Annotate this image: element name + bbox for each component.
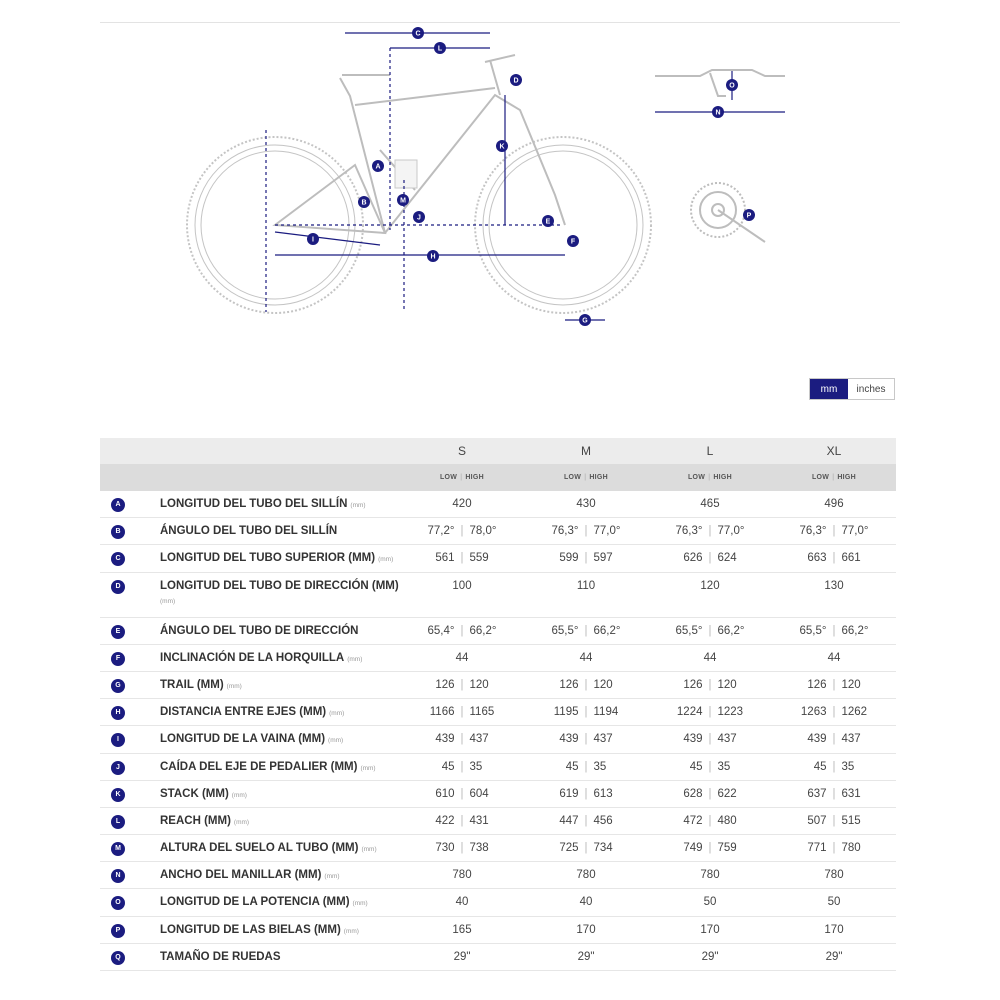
svg-text:M: M (400, 197, 406, 205)
diagram-label-k (496, 140, 508, 152)
value-cell: 110 (576, 579, 596, 592)
row-letter-badge: F (111, 652, 125, 666)
value-cell: 439 | 437 (559, 733, 613, 746)
value-cell: 65,4° | 66,2° (427, 624, 497, 637)
value-cell: 77,2° | 78,0° (427, 525, 497, 538)
value-cell: 170 (576, 923, 596, 936)
table-row (100, 917, 896, 944)
unit-toggle[interactable] (809, 378, 895, 400)
svg-text:E: E (545, 218, 551, 226)
row-label: TAMAÑO DE RUEDAS (160, 950, 281, 963)
table-row (100, 699, 896, 726)
value-cell: 1224 | 1223 (676, 706, 744, 719)
table-row (100, 808, 896, 835)
svg-text:N: N (715, 109, 721, 117)
value-cell: 628 | 622 (683, 787, 737, 800)
svg-text:O: O (729, 82, 735, 90)
row-unit: (mm) (347, 655, 363, 663)
value-cell: 599 | 597 (559, 552, 613, 565)
value-cell: 40 (579, 896, 593, 909)
table-row (100, 754, 896, 781)
value-cell: 626 | 624 (683, 552, 737, 565)
diagram-label-i (307, 233, 319, 245)
svg-text:G: G (582, 317, 588, 325)
row-letter-badge: P (111, 924, 125, 938)
row-letter-badge: O (111, 896, 125, 910)
value-cell: 730 | 738 (435, 842, 489, 855)
value-cell: 130 (824, 579, 844, 592)
row-unit: (mm) (329, 710, 345, 718)
row-unit: (mm) (360, 764, 376, 772)
value-cell: 50 (827, 896, 841, 909)
unit-mm-button[interactable]: mm (810, 379, 848, 399)
row-letter-badge: J (111, 761, 125, 775)
row-letter-badge: K (111, 788, 125, 802)
value-cell: 170 (700, 923, 720, 936)
row-label: STACK (MM) (mm) (160, 787, 247, 800)
value-cell: 1263 | 1262 (800, 706, 868, 719)
row-label: REACH (MM) (mm) (160, 814, 250, 827)
geometry-rows (100, 491, 896, 971)
svg-text:P: P (746, 212, 752, 220)
row-label: LONGITUD DE LA POTENCIA (MM) (mm) (160, 896, 368, 909)
size-column-xl: XL (826, 444, 842, 458)
row-unit: (mm) (361, 846, 377, 854)
value-cell: 29" (825, 950, 843, 963)
value-cell: 1195 | 1194 (553, 706, 619, 719)
value-cell: 439 | 437 (683, 733, 737, 746)
row-unit: (mm) (226, 682, 242, 690)
row-unit: (mm) (328, 737, 344, 745)
value-cell: 126 | 120 (559, 678, 613, 691)
row-unit: (mm) (343, 927, 359, 935)
table-row (100, 618, 896, 645)
row-letter-badge: C (111, 552, 125, 566)
table-row (100, 545, 896, 572)
value-cell: 749 | 759 (683, 842, 737, 855)
value-cell: 439 | 437 (807, 733, 861, 746)
svg-text:I: I (312, 236, 314, 244)
value-cell: 44 (579, 651, 593, 664)
row-letter-badge: G (111, 679, 125, 693)
value-cell: 447 | 456 (559, 814, 613, 827)
svg-text:J: J (417, 214, 421, 222)
diagram-label-f (567, 235, 579, 247)
value-cell: 120 (700, 579, 720, 592)
row-label: LONGITUD DEL TUBO DE DIRECCIÓN (MM) (mm) (160, 579, 399, 605)
svg-text:B: B (361, 199, 367, 207)
value-cell: 1166 | 1165 (429, 706, 495, 719)
value-cell: 44 (455, 651, 469, 664)
value-cell: 50 (703, 896, 717, 909)
value-cell: 65,5° | 66,2° (675, 624, 745, 637)
table-row (100, 518, 896, 545)
table-row (100, 781, 896, 808)
value-cell: 637 | 631 (807, 787, 861, 800)
value-cell: 725 | 734 (559, 842, 613, 855)
value-cell: 29" (701, 950, 719, 963)
row-label: DISTANCIA ENTRE EJES (MM) (mm) (160, 706, 345, 719)
value-cell: 472 | 480 (683, 814, 737, 827)
table-row (100, 573, 896, 618)
row-label: TRAIL (MM) (mm) (160, 678, 242, 691)
row-letter-badge: M (111, 842, 125, 856)
row-label: ALTURA DEL SUELO AL TUBO (MM) (mm) (160, 842, 377, 855)
svg-text:H: H (430, 253, 436, 261)
row-label: ÁNGULO DEL TUBO DEL SILLÍN (160, 525, 338, 538)
row-unit: (mm) (352, 900, 368, 908)
row-unit: (mm) (231, 791, 247, 799)
row-label: INCLINACIÓN DE LA HORQUILLA (mm) (160, 651, 363, 664)
size-column-m: M (581, 444, 591, 458)
value-cell: 439 | 437 (435, 733, 489, 746)
svg-text:L: L (437, 45, 443, 53)
row-letter-badge: D (111, 580, 125, 594)
value-cell: 420 (452, 498, 472, 510)
value-cell: 29" (577, 950, 595, 963)
diagram-labels (307, 27, 755, 326)
table-row (100, 491, 896, 518)
table-row (100, 862, 896, 889)
row-unit: (mm) (378, 556, 394, 564)
row-label: LONGITUD DEL TUBO DEL SILLÍN (mm) (160, 498, 366, 510)
table-row (100, 944, 896, 971)
row-letter-badge: H (111, 706, 125, 720)
row-label: LONGITUD DE LA VAINA (MM) (mm) (160, 733, 344, 746)
row-letter-badge: E (111, 625, 125, 639)
diagram-label-h (427, 250, 439, 262)
svg-text:K: K (499, 143, 505, 151)
value-cell: 126 | 120 (435, 678, 489, 691)
value-cell: 65,5° | 66,2° (799, 624, 869, 637)
measurement-lines (266, 30, 785, 320)
row-unit: (mm) (233, 818, 250, 826)
svg-text:C: C (415, 30, 421, 38)
table-row (100, 835, 896, 862)
handlebar-detail (655, 70, 785, 96)
row-unit: (mm) (350, 502, 366, 509)
value-cell: 430 (576, 498, 596, 510)
value-cell: 780 (452, 869, 472, 882)
size-header-row (100, 438, 896, 464)
row-unit: (mm) (160, 597, 176, 605)
diagram-label-g (579, 314, 591, 326)
diagram-label-o (726, 79, 738, 91)
diagram-label-a (372, 160, 384, 172)
value-cell: 100 (452, 579, 472, 592)
diagram-label-p (743, 209, 755, 221)
table-row (100, 889, 896, 916)
low-high-xl: LOW | HIGH (811, 474, 857, 481)
value-cell: 422 | 431 (435, 814, 489, 827)
row-label: CAÍDA DEL EJE DE PEDALIER (MM) (mm) (160, 760, 376, 773)
low-high-m: LOW | HIGH (563, 474, 609, 481)
value-cell: 780 (824, 869, 844, 882)
diagram-label-m (397, 194, 409, 206)
value-cell: 610 | 604 (435, 787, 489, 800)
value-cell: 780 (576, 869, 596, 882)
value-cell: 44 (827, 651, 841, 664)
row-letter-badge: B (111, 525, 125, 539)
diagram-label-n (712, 106, 724, 118)
row-label: ÁNGULO DEL TUBO DE DIRECCIÓN (160, 624, 359, 637)
diagram-label-j (413, 211, 425, 223)
value-cell: 65,5° | 66,2° (551, 624, 621, 637)
value-cell: 165 (452, 923, 472, 936)
svg-text:D: D (513, 77, 519, 85)
row-letter-badge: Q (111, 951, 125, 965)
row-label: LONGITUD DEL TUBO SUPERIOR (MM) (mm) (160, 552, 394, 565)
diagram-label-c (412, 27, 424, 39)
value-cell: 465 (700, 498, 720, 510)
value-cell: 561 | 559 (435, 552, 489, 565)
value-cell: 126 | 120 (807, 678, 861, 691)
row-letter-badge: N (111, 869, 125, 883)
diagram-label-e (542, 215, 554, 227)
row-label: LONGITUD DE LAS BIELAS (MM) (mm) (160, 923, 359, 936)
row-letter-badge: I (111, 733, 125, 747)
value-cell: 45 | 35 (689, 760, 731, 773)
row-letter-badge: L (111, 815, 125, 829)
value-cell: 496 (824, 498, 844, 510)
value-cell: 619 | 613 (559, 787, 613, 800)
value-cell: 76,3° | 77,0° (551, 525, 621, 538)
value-cell: 44 (703, 651, 717, 664)
unit-inches-button[interactable]: inches (848, 379, 894, 399)
low-high-s: LOW | HIGH (439, 474, 485, 481)
value-cell: 507 | 515 (807, 814, 861, 827)
low-high-l: LOW | HIGH (687, 474, 733, 481)
low-high-header-row (100, 464, 896, 491)
value-cell: 771 | 780 (807, 842, 861, 855)
geometry-table (100, 438, 896, 971)
size-column-l: L (706, 444, 714, 458)
value-cell: 40 (455, 896, 469, 909)
svg-text:F: F (570, 238, 576, 246)
table-row (100, 726, 896, 753)
row-label: ANCHO DEL MANILLAR (MM) (mm) (160, 869, 340, 882)
diagram-label-l (434, 42, 446, 54)
row-unit: (mm) (324, 873, 340, 881)
value-cell: 45 | 35 (441, 760, 483, 773)
diagram-label-b (358, 196, 370, 208)
size-column-s: S (457, 444, 466, 458)
value-cell: 45 | 35 (813, 760, 855, 773)
value-cell: 126 | 120 (683, 678, 737, 691)
value-cell: 76,3° | 77,0° (675, 525, 745, 538)
diagram-label-d (510, 74, 522, 86)
value-cell: 663 | 661 (807, 552, 861, 565)
value-cell: 780 (700, 869, 720, 882)
value-cell: 76,3° | 77,0° (799, 525, 869, 538)
front-wheel (475, 137, 651, 313)
row-letter-badge: A (111, 498, 125, 512)
value-cell: 29" (453, 950, 471, 963)
bike-geometry-diagram (0, 0, 1000, 360)
svg-text:A: A (375, 163, 381, 171)
table-row (100, 672, 896, 699)
value-cell: 45 | 35 (565, 760, 607, 773)
table-row (100, 645, 896, 672)
value-cell: 170 (824, 923, 844, 936)
